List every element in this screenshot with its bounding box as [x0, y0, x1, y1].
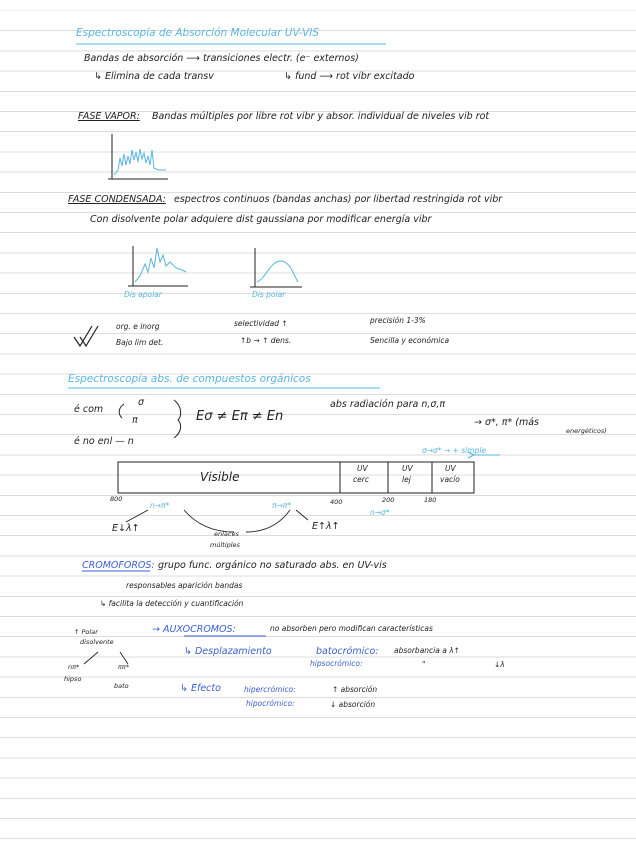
enlaces-line2: múltiples [210, 541, 240, 549]
n-pi-star: n→π* [150, 501, 170, 510]
uv-cerc-2: cerc [353, 475, 369, 484]
pro-sencilla: Sencilla y económica [370, 336, 450, 345]
uv-vacio-1: UV [445, 464, 456, 473]
e-no-enl: é no enl — n [74, 436, 134, 447]
uv-cerc-1: UV [357, 464, 368, 473]
visible-label: Visible [200, 470, 240, 484]
cromoforos-line2: responsables aparición bandas [126, 581, 243, 590]
aux-left-pipi: ππ* [118, 663, 130, 671]
sigma-label: σ [138, 397, 145, 408]
e-up-lambda-up: E↑λ↑ [312, 521, 340, 532]
hipercromico-text: ↑ absorción [332, 685, 378, 694]
sigma-sigma-star: σ→σ* → + simple [422, 446, 487, 455]
auxocromos-heading: → AUXOCROMOS: [152, 624, 236, 635]
hipsocromico-ditto: " [422, 660, 426, 669]
double-check-mark [74, 326, 98, 346]
aux-left-bato: bato [114, 682, 129, 690]
condensed-graph-polar [250, 248, 302, 287]
more-energetic: energéticos) [566, 427, 607, 435]
desplazamiento-label: ↳ Desplazamiento [184, 646, 272, 657]
pi-label: π [132, 415, 138, 426]
cromoforos-heading: CROMOFOROS: [82, 560, 155, 571]
condensada-text: espectros continuos (bandas anchas) por libertad restringida rot vibr [174, 194, 503, 205]
graph2-label: Dis polar [252, 290, 286, 299]
auxocromos-text: no absorben pero modifican características [270, 624, 433, 633]
cromoforos-text: grupo func. orgánico no saturado abs. en UV-vis [158, 560, 387, 571]
vapor-spectrum-graph [108, 134, 168, 179]
e-down-lambda-up: E↓λ↑ [112, 523, 140, 534]
condensada-line2: Con disolvente polar adquiere dist gaussiana por modificar energía vibr [90, 214, 432, 225]
hipsocromico-value: ↓λ [494, 660, 505, 669]
tick-400: 400 [330, 498, 343, 506]
pro-dens: ↑b → ↑ dens. [240, 336, 292, 345]
uvvis-line2b: ↳ fund ⟶ rot vibr excitado [284, 71, 415, 82]
em-spectrum-bar [118, 452, 500, 493]
uvvis-line1: Bandas de absorción ⟶ transiciones electr. (e⁻ externos) [84, 53, 359, 64]
hipocromico-label: hipocrómico: [246, 699, 295, 708]
pro-precision: precisión 1-3% [370, 316, 426, 325]
aux-left-hipso: hipso [64, 675, 82, 683]
uvvis-title: Espectroscopía de Absorción Molecular UV-VIS [76, 27, 320, 39]
bracket-marks [119, 397, 180, 438]
aux-left-npi: nπ* [68, 663, 80, 671]
organicos-title: Espectroscopía abs. de compuestos orgánicos [68, 373, 311, 385]
pro-org-inorg: org. e inorg [116, 322, 160, 331]
energies: Eσ ≠ Eπ ≠ En [196, 409, 284, 424]
condensada-heading: FASE CONDENSADA: [68, 194, 166, 205]
uv-lej-1: UV [402, 464, 413, 473]
transitions-star: → σ*, π* (más [474, 417, 540, 428]
pi-pi-star: π→π* [272, 501, 292, 510]
pro-selectividad: selectividad ↑ [234, 319, 288, 328]
uvvis-line2a: ↳ Elimina de cada transv [94, 71, 214, 82]
pro-lim-det: Bajo lim det. [116, 338, 164, 347]
condensed-graph-apolar [128, 246, 188, 286]
batocromico-text: absorbancia a λ↑ [394, 646, 460, 655]
efecto-label: ↳ Efecto [180, 683, 221, 694]
tick-180: 180 [424, 496, 437, 504]
e-com: é com [74, 404, 104, 415]
graph1-label: Dis apolar [124, 290, 162, 299]
hipocromico-text: ↓ absorción [330, 700, 376, 709]
cromoforos-line3: ↳ facilita la detección y cuantificación [100, 599, 244, 608]
enlaces-line1: enlaces [214, 530, 239, 538]
batocromico-label: batocrómico: [316, 646, 379, 657]
aux-left-polar: ↑ Polar [74, 628, 98, 636]
n-sigma-star: n→σ* [370, 508, 390, 517]
transition-arrows [126, 510, 308, 532]
tick-800: 800 [110, 495, 123, 503]
uv-vacio-2: vacío [440, 475, 460, 484]
aux-left-disolvente: disolvente [80, 638, 114, 646]
tick-200: 200 [382, 496, 395, 504]
hipsocromico-label: hipsocrómico: [310, 659, 363, 668]
vapor-text: Bandas múltiples por libre rot vibr y absor. individual de niveles vib rot [152, 111, 490, 122]
abs-radiacion: abs radiación para n,σ,π [330, 399, 446, 410]
vapor-heading: FASE VAPOR: [78, 111, 140, 122]
uv-lej-2: lej [402, 475, 411, 484]
hipercromico-label: hipercrómico: [244, 685, 296, 694]
